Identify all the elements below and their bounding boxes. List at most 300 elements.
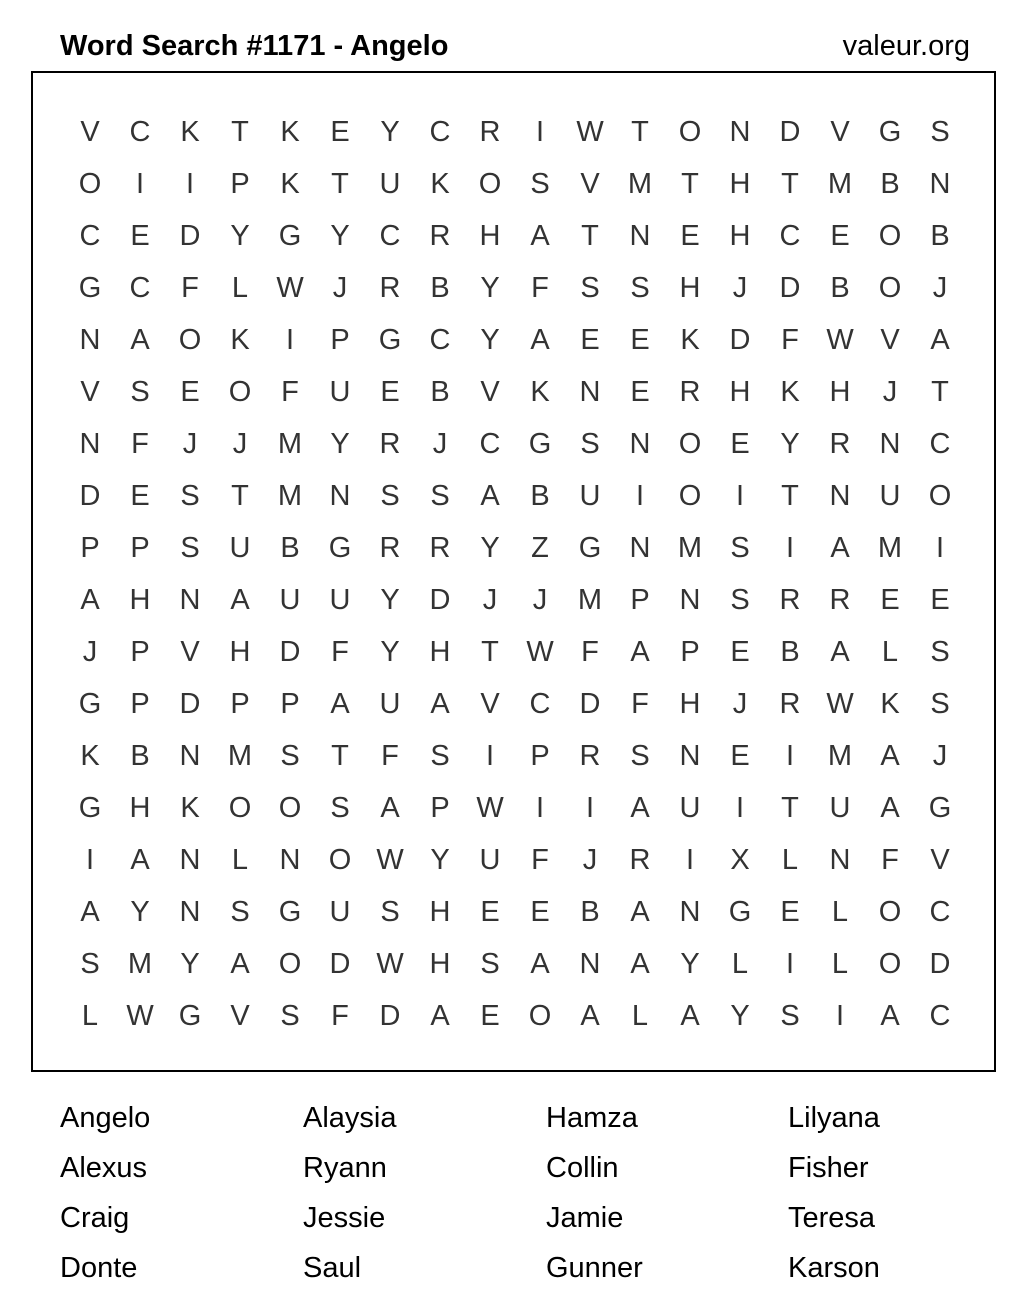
word-list-item: Teresa xyxy=(788,1202,876,1234)
grid-letter: M xyxy=(127,948,153,980)
word-list xyxy=(60,1098,1000,1308)
grid-letter: A xyxy=(580,1000,600,1032)
grid-letter: H xyxy=(679,272,701,304)
grid-letter: R xyxy=(379,272,401,304)
grid-letter: A xyxy=(680,1000,700,1032)
grid-letter: K xyxy=(180,792,200,824)
grid-letter: F xyxy=(781,324,799,356)
grid-letter: E xyxy=(680,220,700,252)
grid-letter: I xyxy=(185,168,195,200)
grid-letter: A xyxy=(830,532,850,564)
grid-letter: R xyxy=(379,532,401,564)
grid-letter: L xyxy=(831,896,849,928)
grid-letter: I xyxy=(785,948,795,980)
grid-letter: C xyxy=(479,428,501,460)
grid-letter: D xyxy=(779,116,801,148)
grid-letter: T xyxy=(781,480,799,512)
grid-letter: W xyxy=(376,948,404,980)
grid-letter: R xyxy=(479,116,501,148)
grid-letter: L xyxy=(231,844,249,876)
grid-letter: W xyxy=(526,636,554,668)
grid-letter: T xyxy=(581,220,599,252)
grid-letter: O xyxy=(878,220,902,252)
grid-letter: S xyxy=(480,948,500,980)
grid-letter: U xyxy=(229,532,251,564)
grid-letter: K xyxy=(780,376,800,408)
grid-letter: S xyxy=(930,636,950,668)
grid-letter: P xyxy=(530,740,550,772)
grid-letter: C xyxy=(129,116,151,148)
grid-letter: A xyxy=(630,636,650,668)
grid-letter: G xyxy=(378,324,402,356)
grid-letter: I xyxy=(735,792,745,824)
grid-letter: F xyxy=(881,844,899,876)
grid-letter: W xyxy=(276,272,304,304)
grid-letter: B xyxy=(880,168,900,200)
grid-letter: A xyxy=(530,324,550,356)
grid-letter: M xyxy=(277,428,303,460)
grid-letter: W xyxy=(126,1000,154,1032)
grid-letter: V xyxy=(230,1000,250,1032)
grid-letter: G xyxy=(878,116,902,148)
grid-letter: F xyxy=(531,272,549,304)
grid-letter: I xyxy=(785,740,795,772)
grid-letter: M xyxy=(227,740,253,772)
grid-letter: S xyxy=(180,532,200,564)
grid-letter: V xyxy=(80,116,100,148)
word-list-item: Hamza xyxy=(546,1102,638,1134)
grid-letter: O xyxy=(878,948,902,980)
grid-letter: W xyxy=(826,324,854,356)
grid-letter: C xyxy=(779,220,801,252)
grid-letter: N xyxy=(729,116,751,148)
grid-letter: E xyxy=(480,1000,500,1032)
grid-letter: J xyxy=(932,740,948,772)
grid-letter: R xyxy=(679,376,701,408)
grid-letter: Y xyxy=(380,636,400,668)
grid-letter: A xyxy=(930,324,950,356)
grid-letter: H xyxy=(729,376,751,408)
grid-letter: G xyxy=(178,1000,202,1032)
grid-letter: U xyxy=(329,584,351,616)
grid-letter: R xyxy=(829,428,851,460)
grid-letter: N xyxy=(329,480,351,512)
grid-letter: N xyxy=(79,324,101,356)
grid-letter: I xyxy=(285,324,295,356)
grid-letter: G xyxy=(728,896,752,928)
grid-letter: L xyxy=(731,948,749,980)
grid-letter: S xyxy=(530,168,550,200)
grid-letter: T xyxy=(781,168,799,200)
grid-letter: S xyxy=(730,584,750,616)
grid-letter: Y xyxy=(380,116,400,148)
grid-letter: S xyxy=(930,688,950,720)
word-list-item: Angelo xyxy=(60,1102,151,1134)
grid-letter: A xyxy=(880,792,900,824)
grid-letter: I xyxy=(535,792,545,824)
grid-letter: J xyxy=(882,376,898,408)
grid-letter: A xyxy=(80,896,100,928)
grid-letter: F xyxy=(131,428,149,460)
grid-letter: H xyxy=(129,584,151,616)
grid-letter: V xyxy=(80,376,100,408)
grid-letter: N xyxy=(829,480,851,512)
grid-letter: J xyxy=(232,428,248,460)
grid-letter: R xyxy=(579,740,601,772)
grid-letter: Y xyxy=(430,844,450,876)
grid-letter: O xyxy=(78,168,102,200)
grid-letter: C xyxy=(929,428,951,460)
grid-letter: O xyxy=(478,168,502,200)
grid-letter: E xyxy=(830,220,850,252)
grid-letter: E xyxy=(630,376,650,408)
grid-letter: E xyxy=(380,376,400,408)
grid-letter: D xyxy=(429,584,451,616)
grid-letter: P xyxy=(680,636,700,668)
grid-letter: Y xyxy=(480,272,500,304)
grid-letter: V xyxy=(930,844,950,876)
grid-letter: J xyxy=(582,844,598,876)
grid-letter: L xyxy=(781,844,799,876)
grid-letter: A xyxy=(330,688,350,720)
grid-letter: R xyxy=(829,584,851,616)
grid-letter: S xyxy=(780,1000,800,1032)
grid-letter: D xyxy=(579,688,601,720)
grid-letter: G xyxy=(278,896,302,928)
grid-letter: P xyxy=(80,532,100,564)
grid-letter: B xyxy=(930,220,950,252)
grid-letter: B xyxy=(580,896,600,928)
grid-letter: M xyxy=(877,532,903,564)
grid-letter: I xyxy=(485,740,495,772)
grid-letter: M xyxy=(827,168,853,200)
word-list-item: Alaysia xyxy=(303,1102,397,1134)
grid-letter: L xyxy=(831,948,849,980)
grid-letter: D xyxy=(179,688,201,720)
grid-letter: I xyxy=(785,532,795,564)
grid-letter: X xyxy=(730,844,750,876)
grid-letter: S xyxy=(930,116,950,148)
grid-letter: O xyxy=(678,116,702,148)
grid-letter: Y xyxy=(480,324,500,356)
grid-letter: S xyxy=(430,740,450,772)
grid-letter: V xyxy=(480,688,500,720)
grid-letter: Y xyxy=(730,1000,750,1032)
grid-letter: R xyxy=(379,428,401,460)
grid-letter: P xyxy=(280,688,300,720)
grid-letter: P xyxy=(230,688,250,720)
grid-letter: N xyxy=(579,948,601,980)
grid-letter: F xyxy=(581,636,599,668)
grid-letter: B xyxy=(430,272,450,304)
grid-letter: A xyxy=(430,688,450,720)
grid-letter: N xyxy=(279,844,301,876)
grid-letter: K xyxy=(680,324,700,356)
grid-letter: E xyxy=(580,324,600,356)
grid-letter: H xyxy=(429,948,451,980)
grid-letter: J xyxy=(732,688,748,720)
grid-letter: N xyxy=(679,740,701,772)
grid-letter: K xyxy=(430,168,450,200)
word-list-item: Donte xyxy=(60,1252,138,1284)
grid-letter: E xyxy=(930,584,950,616)
grid-letter: S xyxy=(630,272,650,304)
grid-letter: Y xyxy=(330,220,350,252)
grid-letter: F xyxy=(281,376,299,408)
grid-letter: C xyxy=(379,220,401,252)
grid-letter: M xyxy=(627,168,653,200)
grid-letter: S xyxy=(380,480,400,512)
grid-letter: O xyxy=(228,792,252,824)
grid-letter: S xyxy=(130,376,150,408)
grid-letter: A xyxy=(80,584,100,616)
grid-letter: L xyxy=(231,272,249,304)
grid-letter: F xyxy=(381,740,399,772)
grid-letter: D xyxy=(729,324,751,356)
grid-letter: U xyxy=(379,688,401,720)
grid-letter: N xyxy=(629,532,651,564)
grid-letter: D xyxy=(929,948,951,980)
grid-letter: K xyxy=(280,116,300,148)
grid-letter: B xyxy=(780,636,800,668)
grid-letter: S xyxy=(430,480,450,512)
word-list-item: Craig xyxy=(60,1202,130,1234)
grid-letter: N xyxy=(579,376,601,408)
grid-letter: E xyxy=(630,324,650,356)
grid-letter: I xyxy=(135,168,145,200)
grid-letter: T xyxy=(631,116,649,148)
grid-letter: T xyxy=(331,740,349,772)
site-name: valeur.org xyxy=(842,30,970,62)
word-list-item: Jessie xyxy=(303,1202,386,1234)
grid-letter: C xyxy=(129,272,151,304)
grid-letter: S xyxy=(280,1000,300,1032)
grid-letter: G xyxy=(278,220,302,252)
grid-letter: T xyxy=(231,116,249,148)
grid-letter: T xyxy=(231,480,249,512)
word-list-item: Jamie xyxy=(546,1202,624,1234)
grid-letter: J xyxy=(432,428,448,460)
grid-letter: U xyxy=(829,792,851,824)
grid-letter: I xyxy=(85,844,95,876)
grid-letter: L xyxy=(631,1000,649,1032)
grid-letter: R xyxy=(779,584,801,616)
grid-letter: Z xyxy=(531,532,549,564)
grid-letter: Y xyxy=(130,896,150,928)
grid-letter: C xyxy=(529,688,551,720)
grid-letter: D xyxy=(79,480,101,512)
grid-letter: A xyxy=(630,792,650,824)
grid-letter: O xyxy=(178,324,202,356)
grid-letter: O xyxy=(878,896,902,928)
word-list-item: Ryann xyxy=(303,1152,387,1184)
grid-letter: R xyxy=(779,688,801,720)
grid-letter: V xyxy=(830,116,850,148)
grid-letter: A xyxy=(230,948,250,980)
grid-letter: E xyxy=(130,480,150,512)
grid-letter: G xyxy=(78,272,102,304)
grid-letter: G xyxy=(528,428,552,460)
grid-letter: B xyxy=(280,532,300,564)
grid-letter: A xyxy=(130,324,150,356)
grid-letter: U xyxy=(479,844,501,876)
grid-letter: Y xyxy=(330,428,350,460)
grid-letter: J xyxy=(532,584,548,616)
grid-letter: A xyxy=(380,792,400,824)
grid-letter: I xyxy=(735,480,745,512)
grid-letter: J xyxy=(332,272,348,304)
grid-letter: B xyxy=(830,272,850,304)
grid-letter: F xyxy=(331,636,349,668)
letter-grid xyxy=(33,73,994,1070)
grid-letter: V xyxy=(480,376,500,408)
grid-letter: A xyxy=(830,636,850,668)
grid-letter: U xyxy=(329,376,351,408)
grid-letter: B xyxy=(130,740,150,772)
grid-letter: N xyxy=(679,896,701,928)
grid-letter: G xyxy=(578,532,602,564)
grid-letter: A xyxy=(880,740,900,772)
grid-letter: C xyxy=(79,220,101,252)
grid-letter: N xyxy=(179,844,201,876)
grid-letter: S xyxy=(580,428,600,460)
grid-letter: G xyxy=(928,792,952,824)
grid-letter: C xyxy=(429,116,451,148)
grid-letter: T xyxy=(481,636,499,668)
grid-letter: Y xyxy=(230,220,250,252)
letter-grid-frame xyxy=(31,71,996,1072)
word-list-item: Saul xyxy=(303,1252,362,1284)
grid-letter: N xyxy=(179,584,201,616)
grid-letter: O xyxy=(678,428,702,460)
grid-letter: H xyxy=(479,220,501,252)
grid-letter: K xyxy=(280,168,300,200)
grid-letter: L xyxy=(881,636,899,668)
grid-letter: S xyxy=(180,480,200,512)
grid-letter: N xyxy=(679,584,701,616)
grid-letter: M xyxy=(277,480,303,512)
grid-letter: V xyxy=(580,168,600,200)
grid-letter: J xyxy=(82,636,98,668)
grid-letter: E xyxy=(180,376,200,408)
grid-letter: A xyxy=(130,844,150,876)
grid-letter: P xyxy=(130,636,150,668)
grid-letter: F xyxy=(331,1000,349,1032)
grid-letter: A xyxy=(880,1000,900,1032)
grid-letter: Y xyxy=(680,948,700,980)
grid-letter: E xyxy=(880,584,900,616)
grid-letter: N xyxy=(179,740,201,772)
grid-letter: U xyxy=(879,480,901,512)
grid-letter: O xyxy=(878,272,902,304)
grid-letter: F xyxy=(181,272,199,304)
grid-letter: A xyxy=(630,896,650,928)
grid-letter: T xyxy=(331,168,349,200)
word-list-item: Alexus xyxy=(60,1152,148,1184)
grid-letter: Y xyxy=(480,532,500,564)
grid-letter: E xyxy=(730,740,750,772)
grid-letter: O xyxy=(678,480,702,512)
grid-letter: W xyxy=(576,116,604,148)
grid-letter: H xyxy=(129,792,151,824)
grid-letter: H xyxy=(229,636,251,668)
grid-letter: B xyxy=(430,376,450,408)
word-list-item: Collin xyxy=(546,1152,619,1184)
grid-letter: U xyxy=(329,896,351,928)
grid-letter: U xyxy=(679,792,701,824)
grid-letter: R xyxy=(429,532,451,564)
grid-letter: K xyxy=(180,116,200,148)
grid-letter: P xyxy=(130,532,150,564)
grid-letter: I xyxy=(535,116,545,148)
grid-letter: J xyxy=(932,272,948,304)
grid-letter: Y xyxy=(380,584,400,616)
grid-letter: O xyxy=(228,376,252,408)
grid-letter: A xyxy=(430,1000,450,1032)
grid-letter: D xyxy=(379,1000,401,1032)
grid-letter: U xyxy=(379,168,401,200)
grid-letter: P xyxy=(630,584,650,616)
grid-letter: T xyxy=(781,792,799,824)
grid-letter: K xyxy=(80,740,100,772)
grid-letter: O xyxy=(928,480,952,512)
grid-letter: J xyxy=(182,428,198,460)
grid-letter: G xyxy=(78,792,102,824)
word-list-item: Fisher xyxy=(788,1152,869,1184)
grid-letter: O xyxy=(528,1000,552,1032)
grid-letter: I xyxy=(635,480,645,512)
grid-letter: N xyxy=(829,844,851,876)
grid-letter: E xyxy=(480,896,500,928)
grid-letter: M xyxy=(677,532,703,564)
grid-letter: Y xyxy=(780,428,800,460)
grid-letter: T xyxy=(931,376,949,408)
grid-letter: P xyxy=(330,324,350,356)
grid-letter: P xyxy=(430,792,450,824)
grid-letter: I xyxy=(935,532,945,564)
grid-letter: E xyxy=(130,220,150,252)
grid-letter: E xyxy=(330,116,350,148)
grid-letter: O xyxy=(328,844,352,876)
grid-letter: E xyxy=(730,428,750,460)
grid-letter: C xyxy=(929,896,951,928)
grid-letter: H xyxy=(429,636,451,668)
grid-letter: S xyxy=(630,740,650,772)
grid-letter: N xyxy=(79,428,101,460)
grid-letter: H xyxy=(729,168,751,200)
grid-letter: C xyxy=(429,324,451,356)
grid-letter: N xyxy=(879,428,901,460)
grid-letter: K xyxy=(230,324,250,356)
word-list-item: Karson xyxy=(788,1252,880,1284)
grid-letter: S xyxy=(230,896,250,928)
grid-letter: S xyxy=(330,792,350,824)
grid-letter: M xyxy=(827,740,853,772)
grid-letter: K xyxy=(880,688,900,720)
grid-letter: J xyxy=(482,584,498,616)
grid-letter: A xyxy=(230,584,250,616)
grid-letter: P xyxy=(130,688,150,720)
grid-letter: H xyxy=(729,220,751,252)
puzzle-title: Word Search #1171 - Angelo xyxy=(60,30,449,62)
grid-letter: W xyxy=(376,844,404,876)
grid-letter: H xyxy=(429,896,451,928)
grid-letter: A xyxy=(530,948,550,980)
grid-letter: D xyxy=(779,272,801,304)
word-list-item: Lilyana xyxy=(788,1102,880,1134)
grid-letter: S xyxy=(730,532,750,564)
grid-letter: A xyxy=(480,480,500,512)
